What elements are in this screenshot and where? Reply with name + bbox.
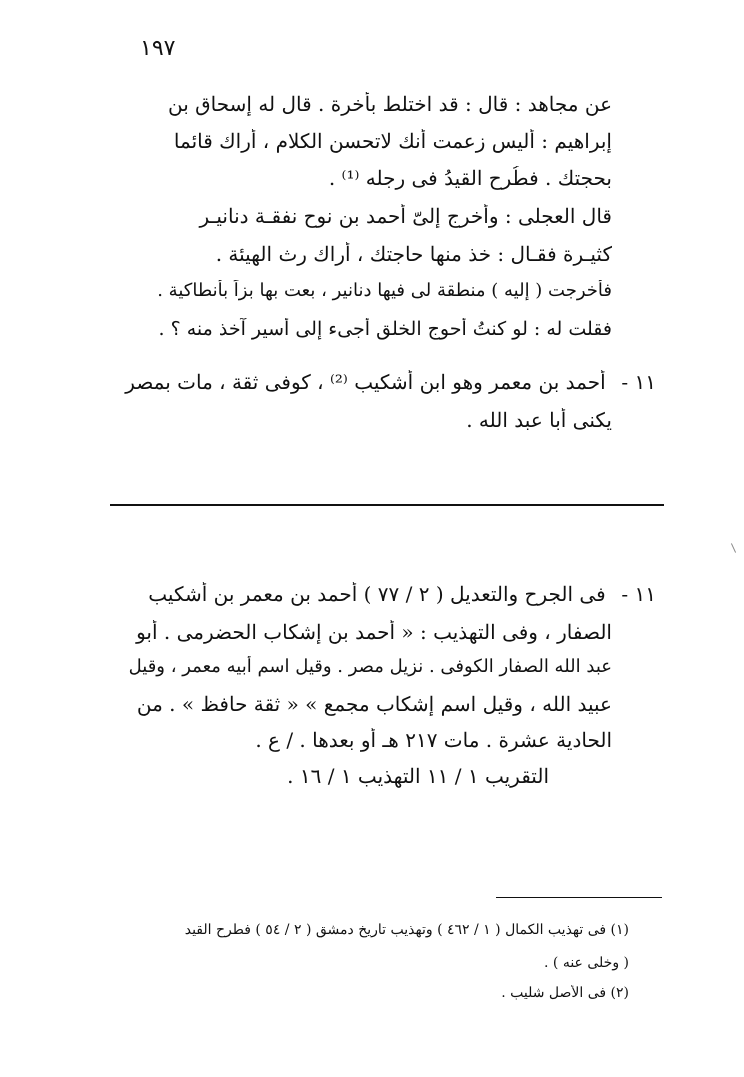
footnote-1-continued: ( وخلى عنه ) . — [544, 955, 629, 971]
main-text-line-5: كثيـرة فقـال : خذ منها حاجتك ، أراك رث الهيئة . — [215, 242, 612, 266]
commentary-number: ١١ - — [621, 582, 656, 606]
main-text-line-7: فقلت له : لو كنتُ أحوج الخلق أجىء إلى أسير آخذ منه ؟ . — [158, 318, 612, 340]
main-text-line-2: إبراهيم : أليس زعمت أنك لاتحسن الكلام ، أراك قائما — [173, 129, 612, 153]
scan-mark — [731, 543, 736, 552]
commentary-line-3: عبد الله الصفار الكوفى . نزيل مصر . وقيل اسم أبيه معمر ، وقيل — [128, 656, 612, 677]
commentary-line-1 — [112, 582, 656, 606]
commentary-line-2: الصفار ، وفى التهذيب : « أحمد بن إشكاب الحضرمى . أبو — [136, 620, 612, 644]
commentary-line-4: عبيد الله ، وقيل اسم إشكاب مجمع » « ثقة حافظ » . من — [136, 692, 612, 716]
entry-line-1 — [112, 370, 656, 394]
section-divider — [110, 504, 664, 506]
entry-text-1: أحمد بن معمر وهو ابن أشكيب ⁽²⁾ ، كوفى ثقة ، مات بمصر — [125, 370, 606, 394]
main-text-line-3: بحجتك . فطُرح القيدُ فى رجله ⁽¹⁾ . — [328, 166, 612, 190]
main-text-line-4: قال العجلى : وأخرج إلىّ أحمد بن نوح نفقـة دنانيـر — [199, 204, 612, 228]
commentary-text-1: فى الجرح والتعديل ( ٢ / ٧٧ ) أحمد بن معمر بن أشكيب — [148, 582, 606, 606]
footnote-2: (٢) فى الأصل شليب . — [501, 985, 629, 1001]
entry-line-2: يكنى أبا عبد الله . — [466, 408, 612, 432]
commentary-line-6: التقريب ١ / ١١ التهذيب ١ / ١٦ . — [287, 764, 549, 788]
footnote-1: (١) فى تهذيب الكمال ( ١ / ٤٦٢ ) وتهذيب تاريخ دمشق ( ٢ / ٥٤ ) فطرح القيد — [184, 922, 629, 938]
main-text-line-1: عن مجاهد : قال : قد اختلط بأخرة . قال له إسحاق بن — [167, 92, 612, 116]
entry-number: ١١ - — [621, 370, 656, 394]
main-text-line-6: فأخرجت ( إليه ) منطقة لى فيها دنانير ، بعت بها بزاً بأنطاكية . — [157, 280, 612, 301]
footnote-divider — [496, 897, 662, 898]
page-number: ١٩٧ — [140, 36, 176, 61]
commentary-line-5: الحادية عشرة . مات ٢١٧ هـ أو بعدها . / ع . — [255, 728, 612, 752]
